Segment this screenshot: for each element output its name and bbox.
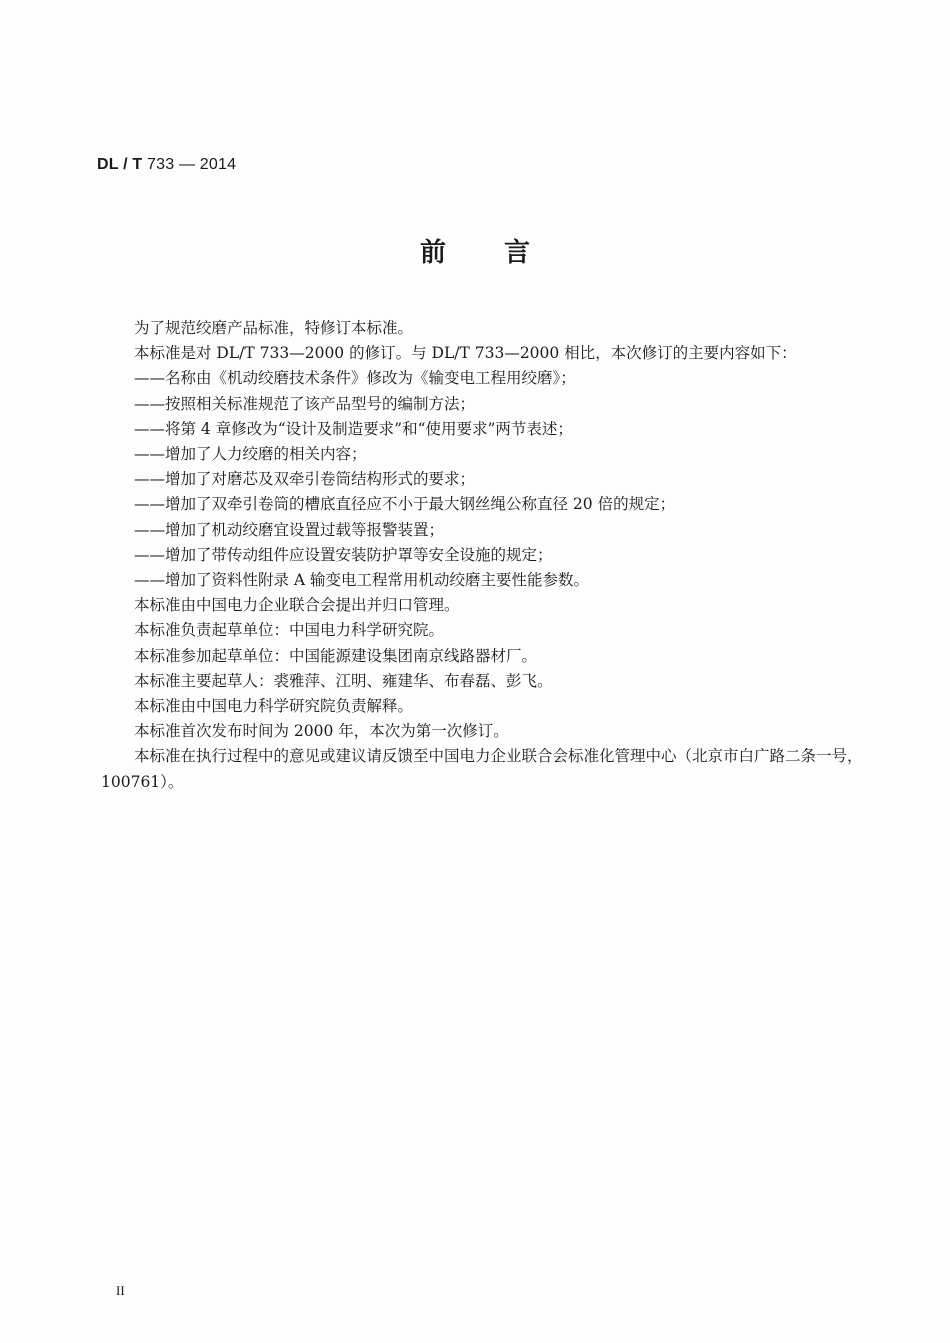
list-item: ——名称由《机动绞磨技术条件》修改为《输变电工程用绞磨》； — [134, 369, 576, 388]
page-title: 前言 — [419, 238, 588, 268]
paragraph: 本标准首次发布时间为 2000 年，本次为第一次修订。 — [134, 722, 509, 741]
standard-code — [97, 156, 236, 174]
standard-code-prefix: DL / T — [97, 156, 143, 173]
list-item: ——增加了人力绞磨的相关内容； — [134, 445, 367, 464]
paragraph: 本标准在执行过程中的意见或建议请反馈至中国电力企业联合会标准化管理中心（北京市白广路二条一号，100761）。 — [101, 747, 863, 791]
list-item: ——增加了双牵引卷筒的槽底直径应不小于最大钢丝绳公称直径 20 倍的规定； — [134, 495, 676, 514]
standard-code-number: 733 — 2014 — [142, 156, 237, 173]
list-item: ——增加了带传动组件应设置安装防护罩等安全设施的规定； — [134, 545, 553, 564]
page-number: II — [116, 1283, 125, 1298]
list-item: ——按照相关标准规范了该产品型号的编制方法； — [134, 394, 476, 413]
foreword-body — [101, 316, 871, 795]
paragraph: 本标准主要起草人：裘雅萍、江明、雍建华、布春磊、彭飞。 — [134, 671, 553, 690]
paragraph: 本标准由中国电力科学研究院负责解释。 — [134, 697, 414, 716]
paragraph: 本标准参加起草单位：中国能源建设集团南京线路器材厂。 — [134, 646, 538, 665]
paragraph: 本标准是对 DL/T 733—2000 的修订。与 DL/T 733—2000 相比，本次修订的主要内容如下： — [134, 344, 797, 363]
list-item: ——增加了对磨芯及双牵引卷筒结构形式的要求； — [134, 470, 476, 489]
list-item: ——增加了机动绞磨宜设置过载等报警装置； — [134, 520, 445, 539]
paragraph: 为了规范绞磨产品标准，特修订本标准。 — [134, 319, 414, 337]
list-item: ——将第 4 章修改为“设计及制造要求”和“使用要求”两节表述； — [134, 419, 573, 438]
paragraph: 本标准负责起草单位：中国电力科学研究院。 — [134, 621, 445, 640]
paragraph: 本标准由中国电力企业联合会提出并归口管理。 — [134, 596, 460, 615]
list-item: ——增加了资料性附录 A 输变电工程常用机动绞磨主要性能参数。 — [134, 571, 590, 590]
